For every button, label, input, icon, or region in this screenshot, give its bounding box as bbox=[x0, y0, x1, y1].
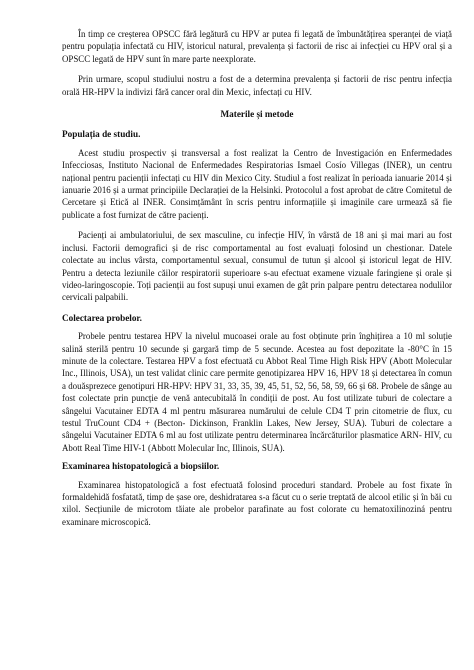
histopathology-paragraph-1: Examinarea histopatologică a fost efectuată folosind proceduri standard. Probele au fost fixate în formaldehidă fosfatată, timp de șase ore, deshidratarea s-a făcut cu o serie treptată de alcool etilic și în băi cu xilol. Secțiunile de microtom tăiate ale probelor parafinate au fost colorate cu hematoxilinoziná pentru examinare microscopică. bbox=[62, 479, 452, 527]
study-population-paragraph-1: Acest studiu prospectiv și transversal a fost realizat la Centro de Investigación en Enfermedades Infecciosas, Instituto Nacional de Enfermedades Respiratorias Ismael Cosío Villegas (INER), un centru național pentru pacienții infectați cu HIV din Mexico City. Studiul a fost realizat în perioada ianuarie 2014 și ianuarie 2016 și a urmat principiile Declarației de la Helsinki. Protocolul a fost aprobat de către Comitetul de Cercetare și Etică al INER. Consimțământ în scris pentru informațiile și imaginile care urmează să fie publicate a fost furnizat de către pacienți. bbox=[62, 147, 452, 220]
study-population-paragraph-2: Pacienți ai ambulatoriului, de sex masculine, cu infecție HIV, în vârstă de 18 ani și mai mari au fost inclusi. Factorii demografici și de risc comportamental au fost evaluați folosind un chestionar. Datele colectate au inclus vârsta, comportamentul sexual, consumul de tutun și alcool și istoricul legat de HIV. Pentru a detecta leziunile căilor respiratorii superioare s-au efectuat examene vizuale faringiene și orale și video-laringoscopie. Toți pacienții au fost supuși unui examen de gât prin palpare pentru detectarea nodulilor cervicali palpabili. bbox=[62, 230, 452, 303]
sample-collection-heading: Colectarea probelor. bbox=[62, 312, 142, 323]
study-population-heading: Populația de studiu. bbox=[62, 129, 141, 140]
section-title: Materile și metode bbox=[220, 109, 294, 120]
document-body bbox=[62, 28, 452, 536]
sample-collection-paragraph-1: Probele pentru testarea HPV la nivelul mucoasei orale au fost obținute prin înghițirea a 10 ml soluție salină sterilă pentru 10 secunde și gargară timp de 5 secunde. Acestea au fost depozitate la -80°C în 15 minute de la colectare. Testarea HPV a fost efectuată cu Abbot Real Time High Risk HPV (Abott Molecular Inc., Illinois, USA), un test validat clinic care permite genotipizarea HPV 16, HPV 18 și detectarea în comun a douăsprezece genotipuri HR-HPV: HPV 31, 33, 35, 39, 45, 51, 52, 56, 58, 59, 66 și 68. Probele de sânge au fost colectate prin puncție de venă antecubitală în condiții de post. Au fost utilizate tuburi de colectare a sângelui Vacutainer EDTA 4 ml pentru măsurarea numărului de celule CD4 T prin citometrie de flux, cu testul TruCount CD4 + (Becton- Dickinson, Franklin Lakes, New Jersey, SUA). Tuburi de colectare a sângelui Vacutainer EDTA 6 ml au fost utilizate pentru determinarea încărcăturilor plasmatice ARN- HIV, cu Abott Real Time HIV-1 (Abbott Molecular Inc, Illinois, SUA). bbox=[62, 331, 452, 453]
intro-paragraph-1: În timp ce creșterea OPSCC fără legătură cu HPV ar putea fi legată de îmbunătățirea speranței de viață pentru populația infectată cu HIV, istoricul natural, prevalența și factorii de risc ai infecției cu HPV oral și a OPSCC legată de HPV sunt în mare parte neexplorate. bbox=[62, 29, 452, 64]
histopathology-heading: Examinarea histopatologică a biopsiilor. bbox=[62, 461, 220, 472]
intro-paragraph-2: Prin urmare, scopul studiului nostru a fost de a determina prevalența și factorii de risc pentru infecția orală HR-HPV la indivizi fără cancer oral din Mexic, infectați cu HIV. bbox=[62, 74, 452, 97]
